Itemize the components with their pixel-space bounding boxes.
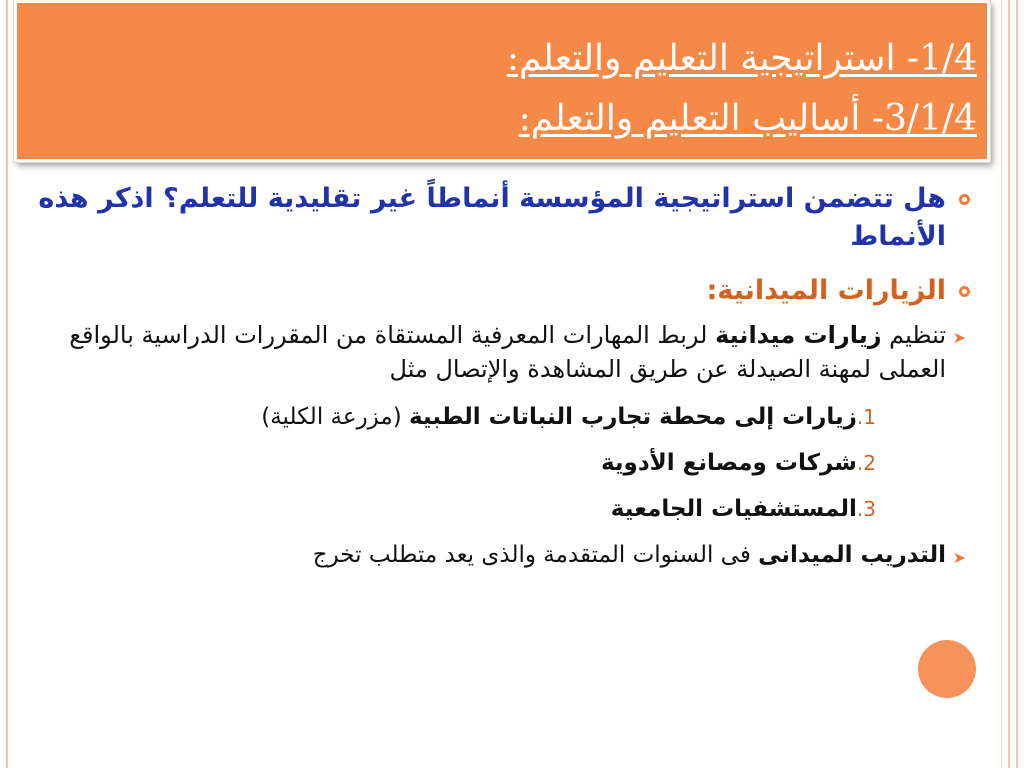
item-number: 3. xyxy=(856,497,876,521)
frame-line-right-middle xyxy=(1008,0,1010,768)
field-visits-paragraph xyxy=(24,318,974,386)
frame-line-left xyxy=(6,0,8,768)
slide-title-line2: 3/1/4- أساليب التعليم والتعلم: xyxy=(518,98,977,139)
training-rest: فى السنوات المتقدمة والذى يعد متطلب تخرج xyxy=(312,542,759,568)
subheading-text: الزيارات الميدانية: xyxy=(706,275,946,306)
field-training-bullet xyxy=(24,538,974,572)
item-bold: المستشفيات الجامعية xyxy=(610,496,857,522)
item-number: 2. xyxy=(856,451,876,475)
paragraph-lead: تنظيم xyxy=(881,321,946,349)
paragraph-rest: لربط المهارات المعرفية المستقاة من المقررات الدراسية بالواقع العملى لمهنة الصيدلة عن طريق المشاهدة والإتصال مثل xyxy=(69,321,946,383)
decorative-circle xyxy=(918,640,976,698)
list-item xyxy=(24,400,974,434)
slide-content xyxy=(24,180,974,572)
question-bullet xyxy=(24,180,974,256)
item-number: 1. xyxy=(856,405,876,429)
slide-header xyxy=(14,0,990,162)
training-bold: التدريب الميدانى xyxy=(758,542,946,568)
list-item xyxy=(24,492,974,526)
subheading-bullet xyxy=(24,272,974,310)
item-rest: (مزرعة الكلية) xyxy=(261,404,409,430)
frame-line-right-inner xyxy=(1001,0,1002,768)
slide-title-line1: 1/4- استراتيجية التعليم والتعلم: xyxy=(506,38,977,79)
arrow-bullet-icon: ➤ xyxy=(952,328,966,347)
circle-bullet-icon xyxy=(959,194,970,205)
item-bold: شركات ومصانع الأدوية xyxy=(600,450,857,476)
item-bold: زيارات إلى محطة تجارب النباتات الطبية xyxy=(408,404,857,430)
arrow-bullet-icon: ➤ xyxy=(952,548,966,567)
paragraph-bold: زيارات ميدانية xyxy=(715,321,882,349)
question-text: هل تتضمن استراتيجية المؤسسة أنماطاً غير تقليدية للتعلم؟ اذكر هذه الأنماط xyxy=(38,183,946,252)
circle-bullet-icon xyxy=(959,286,970,297)
frame-line-right-outer xyxy=(1016,0,1018,768)
list-item xyxy=(24,446,974,480)
